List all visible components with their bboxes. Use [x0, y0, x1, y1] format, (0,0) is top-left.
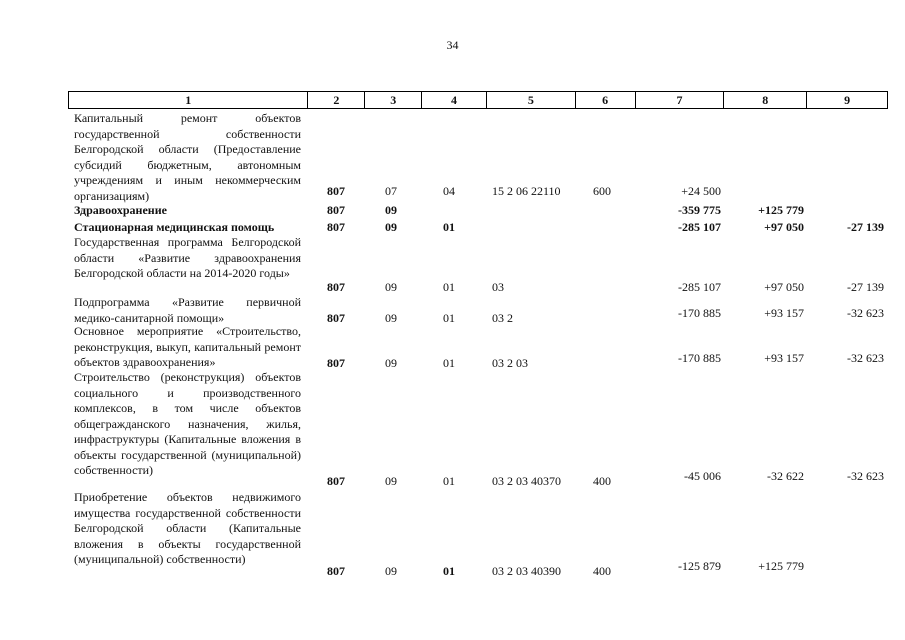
row-description: Государственная программа Белгородской области «Развитие здравоохранения Белгородской области на 2014-2020 годы» [74, 235, 301, 280]
cell-amount-2: -32 622 [767, 468, 804, 483]
cell-expense-type: 400 [593, 473, 611, 488]
cell-target-article: 03 2 03 [492, 355, 528, 370]
cell-ministry-code: 807 [327, 563, 345, 578]
cell-section: 09 [385, 202, 397, 217]
table-row [0, 220, 905, 235]
cell-ministry-code: 807 [327, 473, 345, 488]
cell-subsection: 01 [443, 310, 455, 325]
cell-subsection: 01 [443, 355, 455, 370]
cell-subsection: 01 [443, 219, 455, 234]
header-cell-3: 3 [365, 92, 422, 108]
cell-subsection: 01 [443, 563, 455, 578]
cell-amount-2: +97 050 [764, 219, 804, 234]
row-description: Капитальный ремонт объектов государственной собственности Белгородской области (Предоставление субсидий бюджетным, автономным учреждениям и иным некоммерческим организациям) [74, 111, 301, 203]
row-description: Основное мероприятие «Строительство, реконструкция, выкуп, капитальный ремонт объектов здравоохранения» [74, 324, 301, 369]
header-cell-4: 4 [422, 92, 487, 108]
cell-expense-type: 400 [593, 563, 611, 578]
cell-section: 07 [385, 183, 397, 198]
page-number: 34 [446, 38, 459, 52]
cell-amount-2: +93 157 [764, 350, 804, 365]
cell-amount-3: -27 139 [847, 279, 884, 294]
cell-section: 09 [385, 219, 397, 234]
cell-target-article: 03 [492, 279, 504, 294]
cell-target-article: 15 2 06 22110 [492, 183, 561, 198]
cell-amount-1: -45 006 [684, 468, 721, 483]
cell-amount-1: -285 107 [678, 279, 721, 294]
cell-target-article: 03 2 03 40370 [492, 473, 561, 488]
cell-amount-1: -170 885 [678, 350, 721, 365]
cell-target-article: 03 2 03 40390 [492, 563, 561, 578]
cell-section: 09 [385, 563, 397, 578]
cell-amount-3: -27 139 [847, 219, 884, 234]
cell-amount-2: +125 779 [758, 558, 804, 573]
table-row [0, 235, 905, 295]
cell-section: 09 [385, 355, 397, 370]
cell-ministry-code: 807 [327, 202, 345, 217]
header-cell-6: 6 [576, 92, 636, 108]
table-row [0, 324, 905, 371]
cell-section: 09 [385, 473, 397, 488]
cell-expense-type: 600 [593, 183, 611, 198]
table-row [0, 490, 905, 579]
header-cell-7: 7 [636, 92, 725, 108]
cell-amount-1: -170 885 [678, 305, 721, 320]
table-row [0, 295, 905, 326]
cell-amount-2: +93 157 [764, 305, 804, 320]
cell-ministry-code: 807 [327, 219, 345, 234]
cell-ministry-code: 807 [327, 183, 345, 198]
cell-ministry-code: 807 [327, 310, 345, 325]
cell-amount-1: -359 775 [678, 202, 721, 217]
cell-amount-1: -125 879 [678, 558, 721, 573]
row-description: Строительство (реконструкция) объектов социального и производственного комплексов, в том числе объектов общегражданского назначения, жилья, инфраструктуры (Капитальные вложения в объекты государственной (муниципальной) собственности) [74, 370, 301, 477]
row-description: Стационарная медицинская помощь [74, 220, 275, 234]
cell-section: 09 [385, 279, 397, 294]
header-cell-8: 8 [724, 92, 807, 108]
table-header-row [68, 91, 888, 109]
header-cell-5: 5 [487, 92, 576, 108]
cell-subsection: 01 [443, 473, 455, 488]
cell-amount-3: -32 623 [847, 350, 884, 365]
cell-amount-1: -285 107 [678, 219, 721, 234]
cell-ministry-code: 807 [327, 355, 345, 370]
cell-amount-1: +24 500 [681, 183, 721, 198]
table-row [0, 203, 905, 218]
cell-amount-2: +125 779 [758, 202, 804, 217]
table-row [0, 370, 905, 489]
cell-ministry-code: 807 [327, 279, 345, 294]
cell-target-article: 03 2 [492, 310, 513, 325]
header-cell-1: 1 [69, 92, 308, 108]
cell-subsection: 04 [443, 183, 455, 198]
cell-amount-3: -32 623 [847, 468, 884, 483]
cell-subsection: 01 [443, 279, 455, 294]
row-description: Приобретение объектов недвижимого имущества государственной собственности Белгородской области (Капитальные вложения в объекты государственной (муниципальной) собственности) [74, 490, 301, 566]
header-cell-9: 9 [844, 93, 851, 107]
cell-section: 09 [385, 310, 397, 325]
row-description: Здравоохранение [74, 203, 167, 217]
cell-amount-3: -32 623 [847, 305, 884, 320]
header-cell-2: 2 [308, 92, 365, 108]
cell-amount-2: +97 050 [764, 279, 804, 294]
table-row [0, 111, 905, 203]
row-description: Подпрограмма «Развитие первичной медико-санитарной помощи» [74, 295, 301, 325]
